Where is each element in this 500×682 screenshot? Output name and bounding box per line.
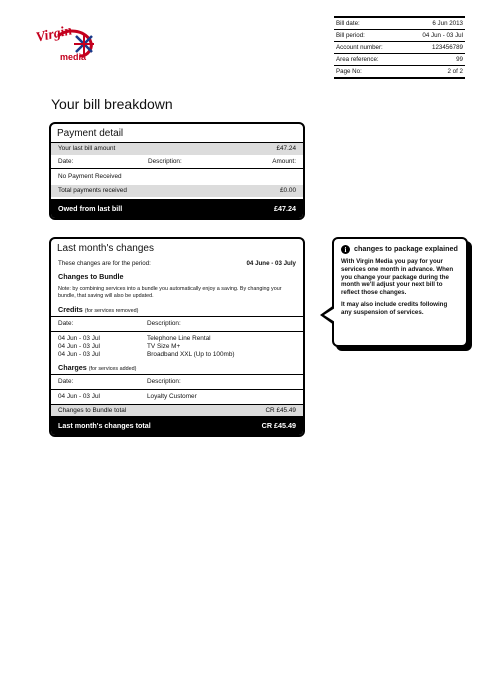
bill-info-row — [334, 66, 465, 77]
charge-description: Loyalty Customer — [147, 393, 197, 400]
area-reference-value: 99 — [456, 55, 463, 63]
changes-title: Last month's changes — [57, 243, 154, 254]
bill-date-label: Bill date: — [336, 19, 360, 27]
bill-period-value: 04 Jun - 03 Jul — [422, 31, 463, 39]
logo-script: Virgin — [34, 23, 74, 46]
changes-total-amount: CR £45.49 — [261, 421, 296, 430]
charges-heading — [51, 361, 303, 375]
changes-period-row — [51, 257, 303, 267]
credits-subheading: (for services removed) — [84, 308, 139, 314]
payment-column-headers — [51, 155, 303, 169]
callout-pointer-inner — [324, 308, 335, 322]
bill-info-row — [334, 30, 465, 42]
credits-column-headers — [51, 317, 303, 332]
charges-column-headers — [51, 375, 303, 390]
credit-item — [51, 335, 303, 343]
credit-date: 04 Jun - 03 Jul — [58, 335, 100, 342]
page-title: Your bill breakdown — [51, 96, 173, 112]
col-amount: Amount: — [272, 158, 296, 165]
callout-paragraph-1: With Virgin Media you pay for your services one month in advance. When you change your package during the month we'll adjust your next bill to reflect those changes. — [341, 258, 454, 297]
credits-col-description: Description: — [147, 320, 181, 327]
bundle-note: Note: by combining services into a bundle you automatically enjoy a saving. By changing your bundle, that saving will also be updated. — [58, 286, 282, 299]
col-description: Description: — [148, 158, 182, 165]
period-value: 04 June - 03 July — [246, 260, 296, 267]
total-payments-label: Total payments received — [58, 187, 127, 194]
charges-col-description: Description: — [147, 378, 181, 385]
credits-heading-text: Credits — [58, 305, 83, 314]
owed-from-last-bill-bar — [51, 199, 303, 218]
account-number-value: 123456789 — [432, 43, 463, 51]
page-no-value: 2 of 2 — [447, 67, 463, 75]
last-bill-amount: £47.24 — [276, 145, 296, 152]
virgin-media-logo — [28, 23, 98, 66]
owed-label: Owed from last bill — [58, 204, 123, 213]
bill-period-label: Bill period: — [336, 31, 365, 39]
credit-date: 04 Jun - 03 Jul — [58, 343, 100, 350]
total-payments-amount: £0.00 — [280, 187, 296, 194]
no-payment-row: No Payment Received — [58, 173, 122, 180]
info-icon: i — [341, 245, 350, 254]
callout-title: changes to package explained — [354, 244, 458, 253]
changes-total-label: Last month's changes total — [58, 421, 151, 430]
changes-total-bar — [51, 416, 303, 435]
callout-header — [341, 245, 459, 254]
payment-detail-panel — [49, 122, 305, 220]
charges-subheading: (for services added) — [88, 366, 137, 372]
bundle-heading: Changes to Bundle — [58, 272, 124, 281]
owed-amount: £47.24 — [274, 204, 296, 213]
charges-col-date: Date: — [58, 378, 74, 385]
charge-date: 04 Jun - 03 Jul — [58, 393, 100, 400]
credits-heading — [51, 303, 303, 317]
package-changes-callout — [332, 237, 468, 347]
credit-date: 04 Jun - 03 Jul — [58, 351, 100, 358]
bundle-total-label: Changes to Bundle total — [58, 407, 127, 414]
charge-item — [51, 393, 303, 401]
logo-media: media — [60, 52, 87, 62]
bill-info-row — [334, 42, 465, 54]
charges-heading-text: Charges — [58, 363, 87, 372]
page-no-label: Page No: — [336, 67, 362, 75]
col-date: Date: — [58, 158, 74, 165]
credit-description: Broadband XXL (Up to 100mb) — [147, 351, 235, 358]
credits-col-date: Date: — [58, 320, 74, 327]
bill-date-value: 6 Jun 2013 — [432, 19, 463, 27]
bill-info-table — [334, 16, 465, 79]
credit-item — [51, 351, 303, 359]
bill-info-row — [334, 54, 465, 66]
bill-info-row — [334, 18, 465, 30]
payment-detail-title: Payment detail — [51, 124, 303, 143]
period-label: These changes are for the period: — [58, 260, 151, 267]
credit-description: Telephone Line Rental — [147, 335, 211, 342]
callout-paragraph-2: It may also include credits following any suspension of services. — [341, 300, 448, 316]
credit-description: TV Size M+ — [147, 343, 181, 350]
bundle-total-amount: CR £45.49 — [265, 407, 296, 414]
total-payments-row — [51, 185, 303, 197]
last-bill-label: Your last bill amount — [58, 145, 116, 152]
credit-item — [51, 343, 303, 351]
last-bill-row — [51, 143, 303, 155]
last-months-changes-panel — [49, 237, 305, 437]
area-reference-label: Area reference: — [336, 55, 379, 63]
account-number-label: Account number: — [336, 43, 383, 51]
